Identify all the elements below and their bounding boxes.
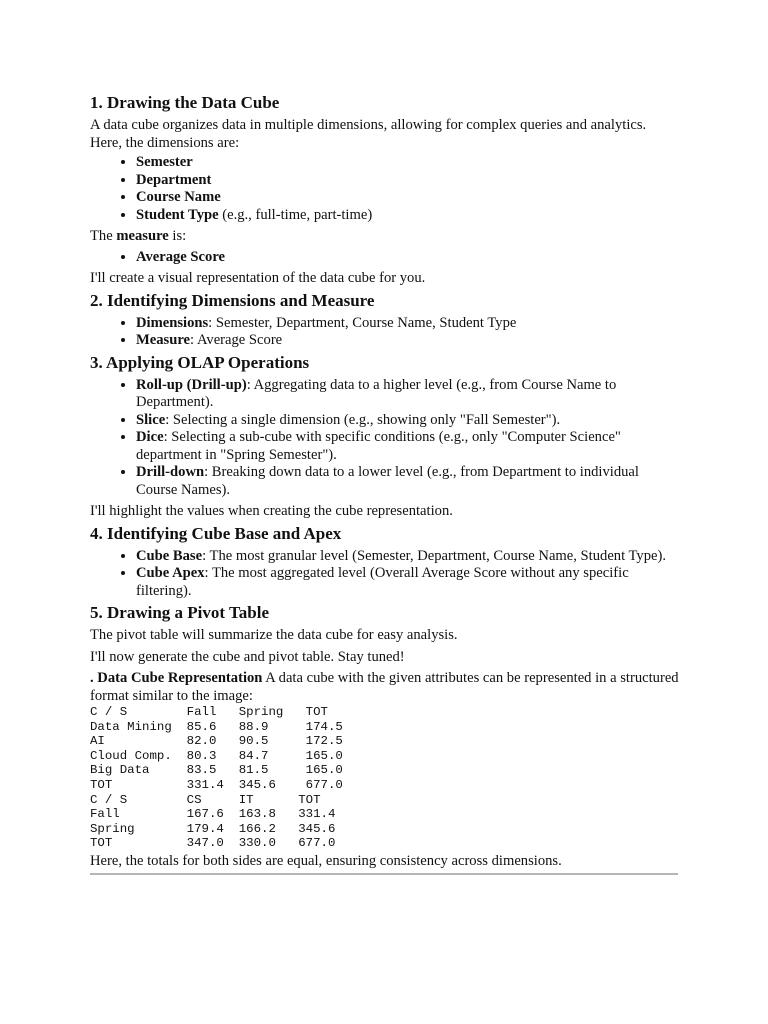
list-item: • Dimensions: Semester, Department, Course Name, Student Type: [136, 315, 680, 333]
section-5-heading: 5. Drawing a Pivot Table: [90, 603, 269, 622]
table-row: TOT 347.0 330.0 677.0: [90, 836, 336, 851]
olap-operations-list: [90, 377, 680, 500]
list-item: • Cube Base: The most granular level (Semester, Department, Course Name, Student Type).: [136, 548, 680, 566]
list-item: • Semester: [136, 154, 680, 172]
table-row: TOT 331.4 345.6 677.0: [90, 777, 343, 792]
list-item: • Average Score: [136, 249, 680, 267]
table-row: C / S Fall Spring TOT: [90, 705, 328, 719]
stay-tuned-note: I'll now generate the cube and pivot table. Stay tuned!: [90, 648, 405, 665]
list-item: • Slice: Selecting a single dimension (e.g., showing only "Fall Semester").: [136, 412, 680, 430]
list-item: • Drill-down: Breaking down data to a lower level (e.g., from Department to individual Course Names).: [136, 464, 680, 499]
section-3-heading: 3. Applying OLAP Operations: [90, 352, 310, 372]
measure-list: [90, 249, 680, 267]
measure-line: The measure is:: [90, 228, 187, 244]
table-row: Fall 167.6 163.8 331.4: [90, 807, 336, 822]
list-item: • Cube Apex: The most aggregated level (Overall Average Score without any specific filtering).: [136, 565, 680, 600]
dimensions-measure-list: [90, 315, 680, 350]
list-item: • Dice: Selecting a sub-cube with specific conditions (e.g., only "Computer Science" department in "Spring Semester").: [136, 429, 680, 464]
table-row: Cloud Comp. 80.3 84.7 165.0: [90, 748, 343, 763]
highlight-note: I'll highlight the values when creating the cube representation.: [90, 503, 453, 519]
section-2-heading: 2. Identifying Dimensions and Measure: [90, 290, 375, 310]
table-row: Spring 179.4 166.2 345.6: [90, 821, 336, 836]
table-row: Big Data 83.5 81.5 165.0: [90, 763, 343, 778]
cube-base-apex-list: [90, 548, 680, 601]
cube-representation-intro: . Data Cube Representation A data cube with the given attributes can be represented in a structured format similar to the image:: [90, 670, 679, 704]
list-item: • Roll-up (Drill-up): Aggregating data to a higher level (e.g., from Course Name to Department).: [136, 377, 680, 412]
section-4-heading: 4. Identifying Cube Base and Apex: [90, 523, 342, 543]
table-row: Data Mining 85.6 88.9 174.5: [90, 719, 343, 734]
closing-note: Here, the totals for both sides are equal, ensuring consistency across dimensions.: [90, 852, 562, 869]
list-item: • Measure: Average Score: [136, 332, 680, 350]
document-body: [90, 92, 680, 875]
cube-table: [90, 705, 680, 851]
section-1-heading: 1. Drawing the Data Cube: [90, 93, 280, 112]
list-item: • Course Name: [136, 189, 680, 207]
dimensions-list: [90, 154, 680, 224]
list-item: • Department: [136, 172, 680, 190]
section-1-intro: A data cube organizes data in multiple dimensions, allowing for complex queries and analytics. Here, the dimensions are:: [90, 117, 647, 151]
list-item: • Student Type (e.g., full-time, part-time): [136, 207, 680, 225]
pivot-summary: The pivot table will summarize the data cube for easy analysis.: [90, 627, 458, 643]
table-row: AI 82.0 90.5 172.5: [90, 734, 343, 749]
table-row: C / S CS IT TOT: [90, 792, 321, 807]
visual-note: I'll create a visual representation of the data cube for you.: [90, 270, 426, 286]
divider: [90, 873, 678, 875]
